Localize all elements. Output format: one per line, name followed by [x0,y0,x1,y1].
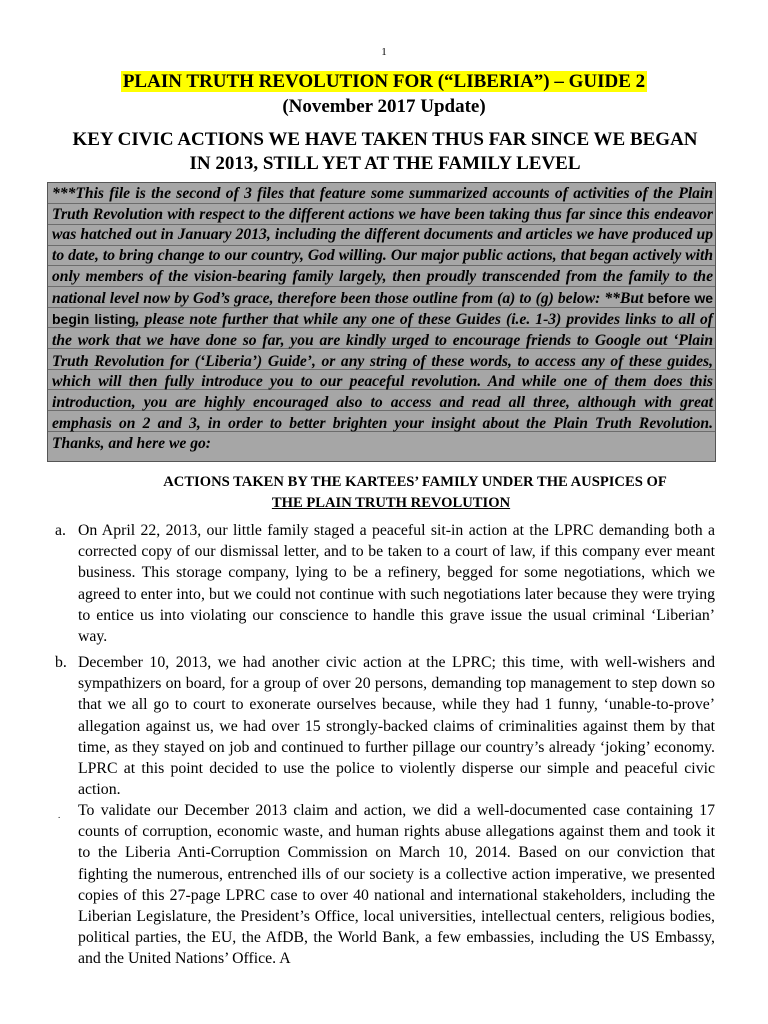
list-item-text: December 10, 2013, we had another civic action at the LPRC; this time, with well-wishers and sympathizers on board, for a group of over 20 persons, demanding top management to step down so that we all go to court to exonerate ourselves because, while they had 1 funny, ‘unable-to-prove’ allegation against us, we had over 15 strongly-backed claims of criminalities against them by that time, as they stayed on job and continued to further pillage our country’s already ‘joking’ economy. LPRC at this point decided to use the police to violently disperse our simple and peaceful civic action. [78,654,715,799]
page-number: 1 [381,46,387,58]
list-item [55,652,715,800]
list-marker: a. [55,522,66,539]
actions-heading-line1: ACTIONS TAKEN BY THE KARTEES’ FAMILY UNDER THE AUSPICES OF [163,474,667,490]
list-item [55,520,715,647]
actions-section-heading [60,472,768,514]
list-item-text: On April 22, 2013, our little family staged a peaceful sit-in action at the LPRC demanding both a corrected copy of our dismissal letter, and to be taken to a court of law, if this company ever meant business. This storage company, lying to be a refinery, begged for some negotiations, which we agreed to enter into, but we could not continue with such negotiations later because they were trying to entice us into violating our conscience to handle this grave issue the usual criminal ‘Liberian’ way. [78,522,715,646]
document-title [0,70,768,94]
list-item-text: To validate our December 2013 claim and action, we did a well-documented case containing 17 counts of corruption, economic waste, and human rights abuse allegations against them and took it to the Liberia Anti-Corruption Commission on March 10, 2014. Based on our conviction that fighting the numerous, entrenched ills of our society is a collective action imperative, we presented copies of this 27-page LPRC case to over 40 national and international stakeholders, including the Liberian Legislature, the President’s Office, local universities, intellectual centers, religious bodies, political parties, the EU, the AfDB, the World Bank, a few embassies, including the US Embassy, and the United Nations’ Office. A [78,802,715,968]
list-marker: . [58,810,61,820]
intro-text-part1: ***This file is the second of 3 files that feature some summarized accounts of activities of the Plain Truth Revolution with respect to the different actions we have been taking thus far since this endeavor was hatched out in January 2013, including the different documents and articles we have produced up to date, to bring change to our country, God willing. Our major public actions, that began actively with only members of the vision-bearing family largely, then proudly transcended from the family to the national level now by God’s grace, therefore been those outline from (a) to (g) below: **But [52,185,713,307]
intro-box [47,182,716,462]
section-heading: KEY CIVIC ACTIONS WE HAVE TAKEN THUS FAR SINCE WE BEGAN IN 2013, STILL YET AT THE FAMILY LEVEL [72,129,698,174]
intro-text [52,184,713,455]
intro-text-emphasis: before we begin listing [52,289,713,328]
actions-heading-line2: THE PLAIN TRUTH REVOLUTION [271,495,511,511]
document-subtitle: (November 2017 Update) [282,96,486,117]
list-marker: b. [55,654,67,671]
intro-text-part3: , please note further that while any one of these Guides (i.e. 1-3) provides links to all of the work that we have done so far, you are kindly urged to encourage friends to Google out ‘Plain Truth Revolution for (‘Liberia’) Guide’, or any string of these words, to access any of these guides, which will then fully introduce you to our peaceful revolution. And while one of them does this introduction, you are highly encouraged also to access and read all three, although with great emphasis on 2 and 3, in order to better brighten your insight about the Plain Truth Revolution. Thanks, and here we go: [52,311,713,453]
title-highlight: PLAIN TRUTH REVOLUTION FOR (“LIBERIA”) – GUIDE 2 [122,71,646,92]
list-item [55,800,715,970]
